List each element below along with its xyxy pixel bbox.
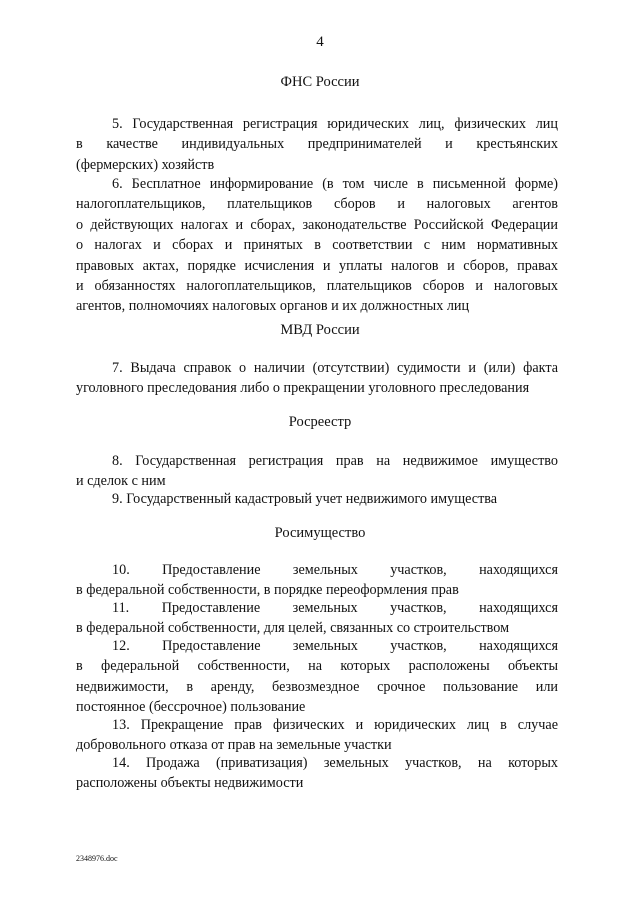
- text-line: добровольного отказа от прав на земельные участки: [76, 737, 392, 754]
- list-item-7: [76, 358, 558, 399]
- list-item-9: [76, 489, 558, 509]
- section-heading-fns: ФНС России: [280, 74, 360, 90]
- text-line: налогоплательщиков, плательщиков сборов и налоговых агентов: [76, 196, 558, 213]
- list-item-12: [76, 636, 558, 718]
- text-line: уголовного преследования либо о прекращении уголовного преследования: [76, 380, 530, 397]
- list-item-5: [76, 114, 558, 175]
- page-number: 4: [316, 34, 324, 50]
- text-line: в федеральной собственности, для целей, связанных со строительством: [76, 620, 510, 637]
- text-line: о действующих налогах и сборах, законодательстве Российской Федерации: [76, 216, 558, 233]
- text-line: и сделок с ним: [76, 473, 166, 490]
- text-line: 5. Государственная регистрация юридических лиц, физических лиц: [112, 116, 558, 132]
- text-line: агентов, полномочиях налоговых органов и их должностных лиц: [76, 298, 470, 315]
- text-line: расположены объекты недвижимости: [76, 775, 304, 792]
- text-line: 14. Продажа (приватизация) земельных участков, на которых: [112, 755, 558, 771]
- text-line: 9. Государственный кадастровый учет недвижимого имущества: [112, 491, 498, 507]
- section-heading-rosimushchestvo: Росимущество: [274, 525, 366, 541]
- section-heading-mvd: МВД России: [280, 322, 360, 338]
- text-line: и обязанностях налогоплательщиков, плательщиков сборов и налоговых: [76, 278, 558, 295]
- list-item-13: [76, 715, 558, 756]
- text-line: 10. Предоставление земельных участков, находящихся: [112, 562, 558, 578]
- text-line: 6. Бесплатное информирование (в том числе в письменной форме): [112, 176, 558, 192]
- list-item-8: [76, 451, 558, 492]
- text-line: 7. Выдача справок о наличии (отсутствии) судимости и (или) факта: [112, 360, 558, 376]
- footer-filename: 2348976.doc: [76, 854, 118, 863]
- list-item-10: [76, 560, 558, 601]
- text-line: 12. Предоставление земельных участков, находящихся: [112, 638, 558, 654]
- text-line: недвижимости, в аренду, безвозмездное срочное пользование или: [76, 678, 558, 695]
- text-line: в федеральной собственности, в порядке переоформления прав: [76, 582, 459, 599]
- section-heading-rosreestr: Росреестр: [288, 414, 352, 430]
- list-item-11: [76, 598, 558, 639]
- list-item-6: [76, 174, 558, 317]
- text-line: 11. Предоставление земельных участков, находящихся: [112, 600, 558, 616]
- text-line: 13. Прекращение прав физических и юридических лиц в случае: [112, 717, 558, 733]
- text-line: (фермерских) хозяйств: [76, 156, 215, 173]
- text-line: о налогах и сборах и принятых в соответствии с ним нормативных: [76, 237, 558, 254]
- text-line: 8. Государственная регистрация прав на недвижимое имущество: [112, 453, 558, 469]
- text-line: постоянное (бессрочное) пользование: [76, 699, 306, 716]
- text-line: в федеральной собственности, на которых расположены объекты: [76, 658, 558, 675]
- text-line: правовых актах, порядке исчисления и уплаты налогов и сборов, правах: [76, 257, 558, 274]
- text-line: в качестве индивидуальных предпринимателей и крестьянских: [76, 136, 558, 153]
- list-item-14: [76, 753, 558, 794]
